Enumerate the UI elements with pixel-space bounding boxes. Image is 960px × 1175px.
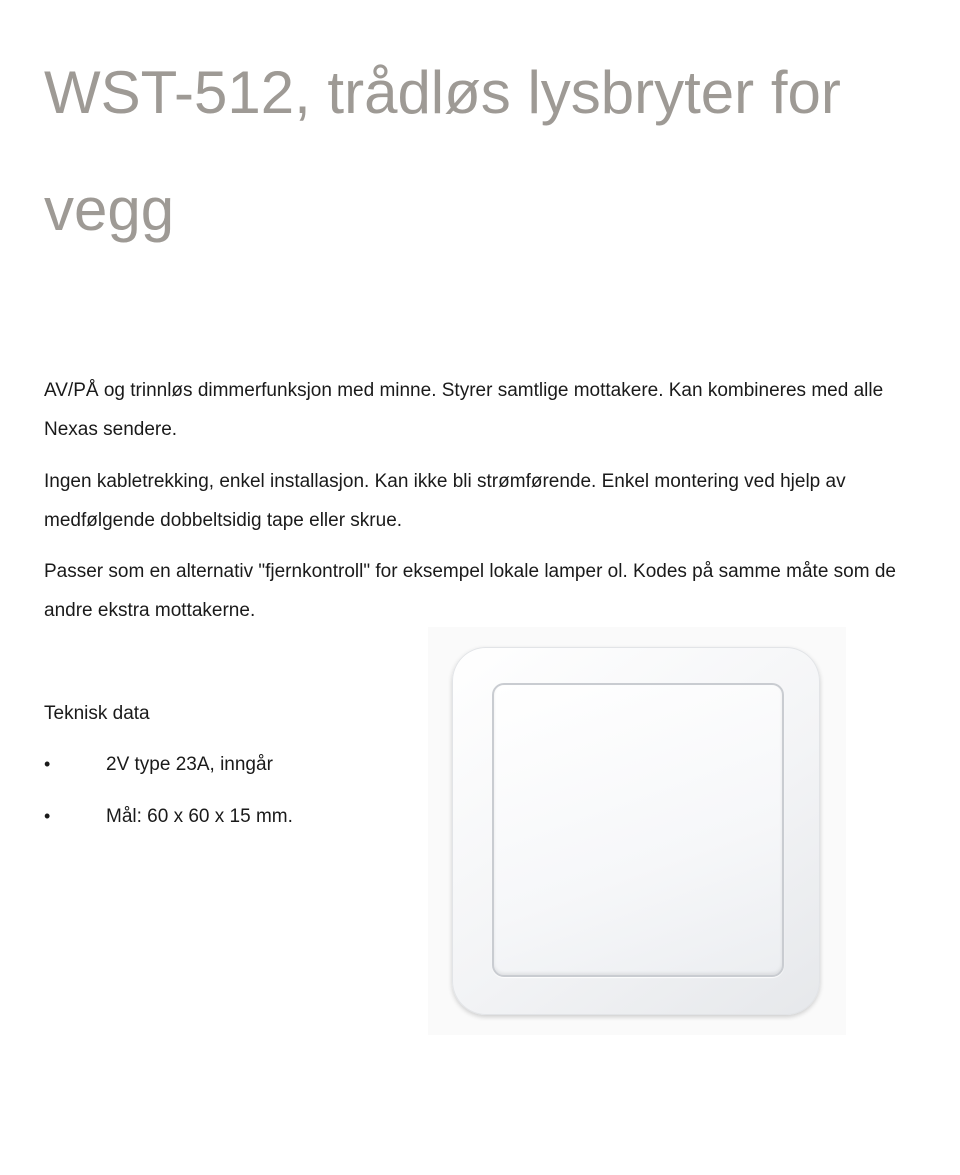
technical-item-battery: 2V type 23A, inngår <box>106 754 273 775</box>
description-paragraph-2: Ingen kabletrekking, enkel installasjon. Kan ikke bli strømførende. Enkel montering ved hjelp av medfølgende dobbeltsidig tape eller skrue. <box>44 471 846 531</box>
product-image <box>428 627 846 1035</box>
bullet-icon: • <box>44 806 51 826</box>
description-paragraph-3: Passer som en alternativ "fjernkontroll" for eksempel lokale lamper ol. Kodes på samme måte som de andre ekstra mottakerne. <box>44 561 896 621</box>
description-paragraph-1: AV/PÅ og trinnløs dimmerfunksjon med minne. Styrer samtlige mottakere. Kan kombineres med alle Nexas sendere. <box>44 380 884 440</box>
technical-item-dimensions: Mål: 60 x 60 x 15 mm. <box>106 806 293 827</box>
technical-data-heading: Teknisk data <box>44 703 150 724</box>
page-title: WST-512, trådløs lysbryter for vegg <box>44 59 841 243</box>
bullet-icon: • <box>44 754 51 774</box>
switch-plate <box>452 647 820 1015</box>
switch-rocker <box>492 683 784 977</box>
